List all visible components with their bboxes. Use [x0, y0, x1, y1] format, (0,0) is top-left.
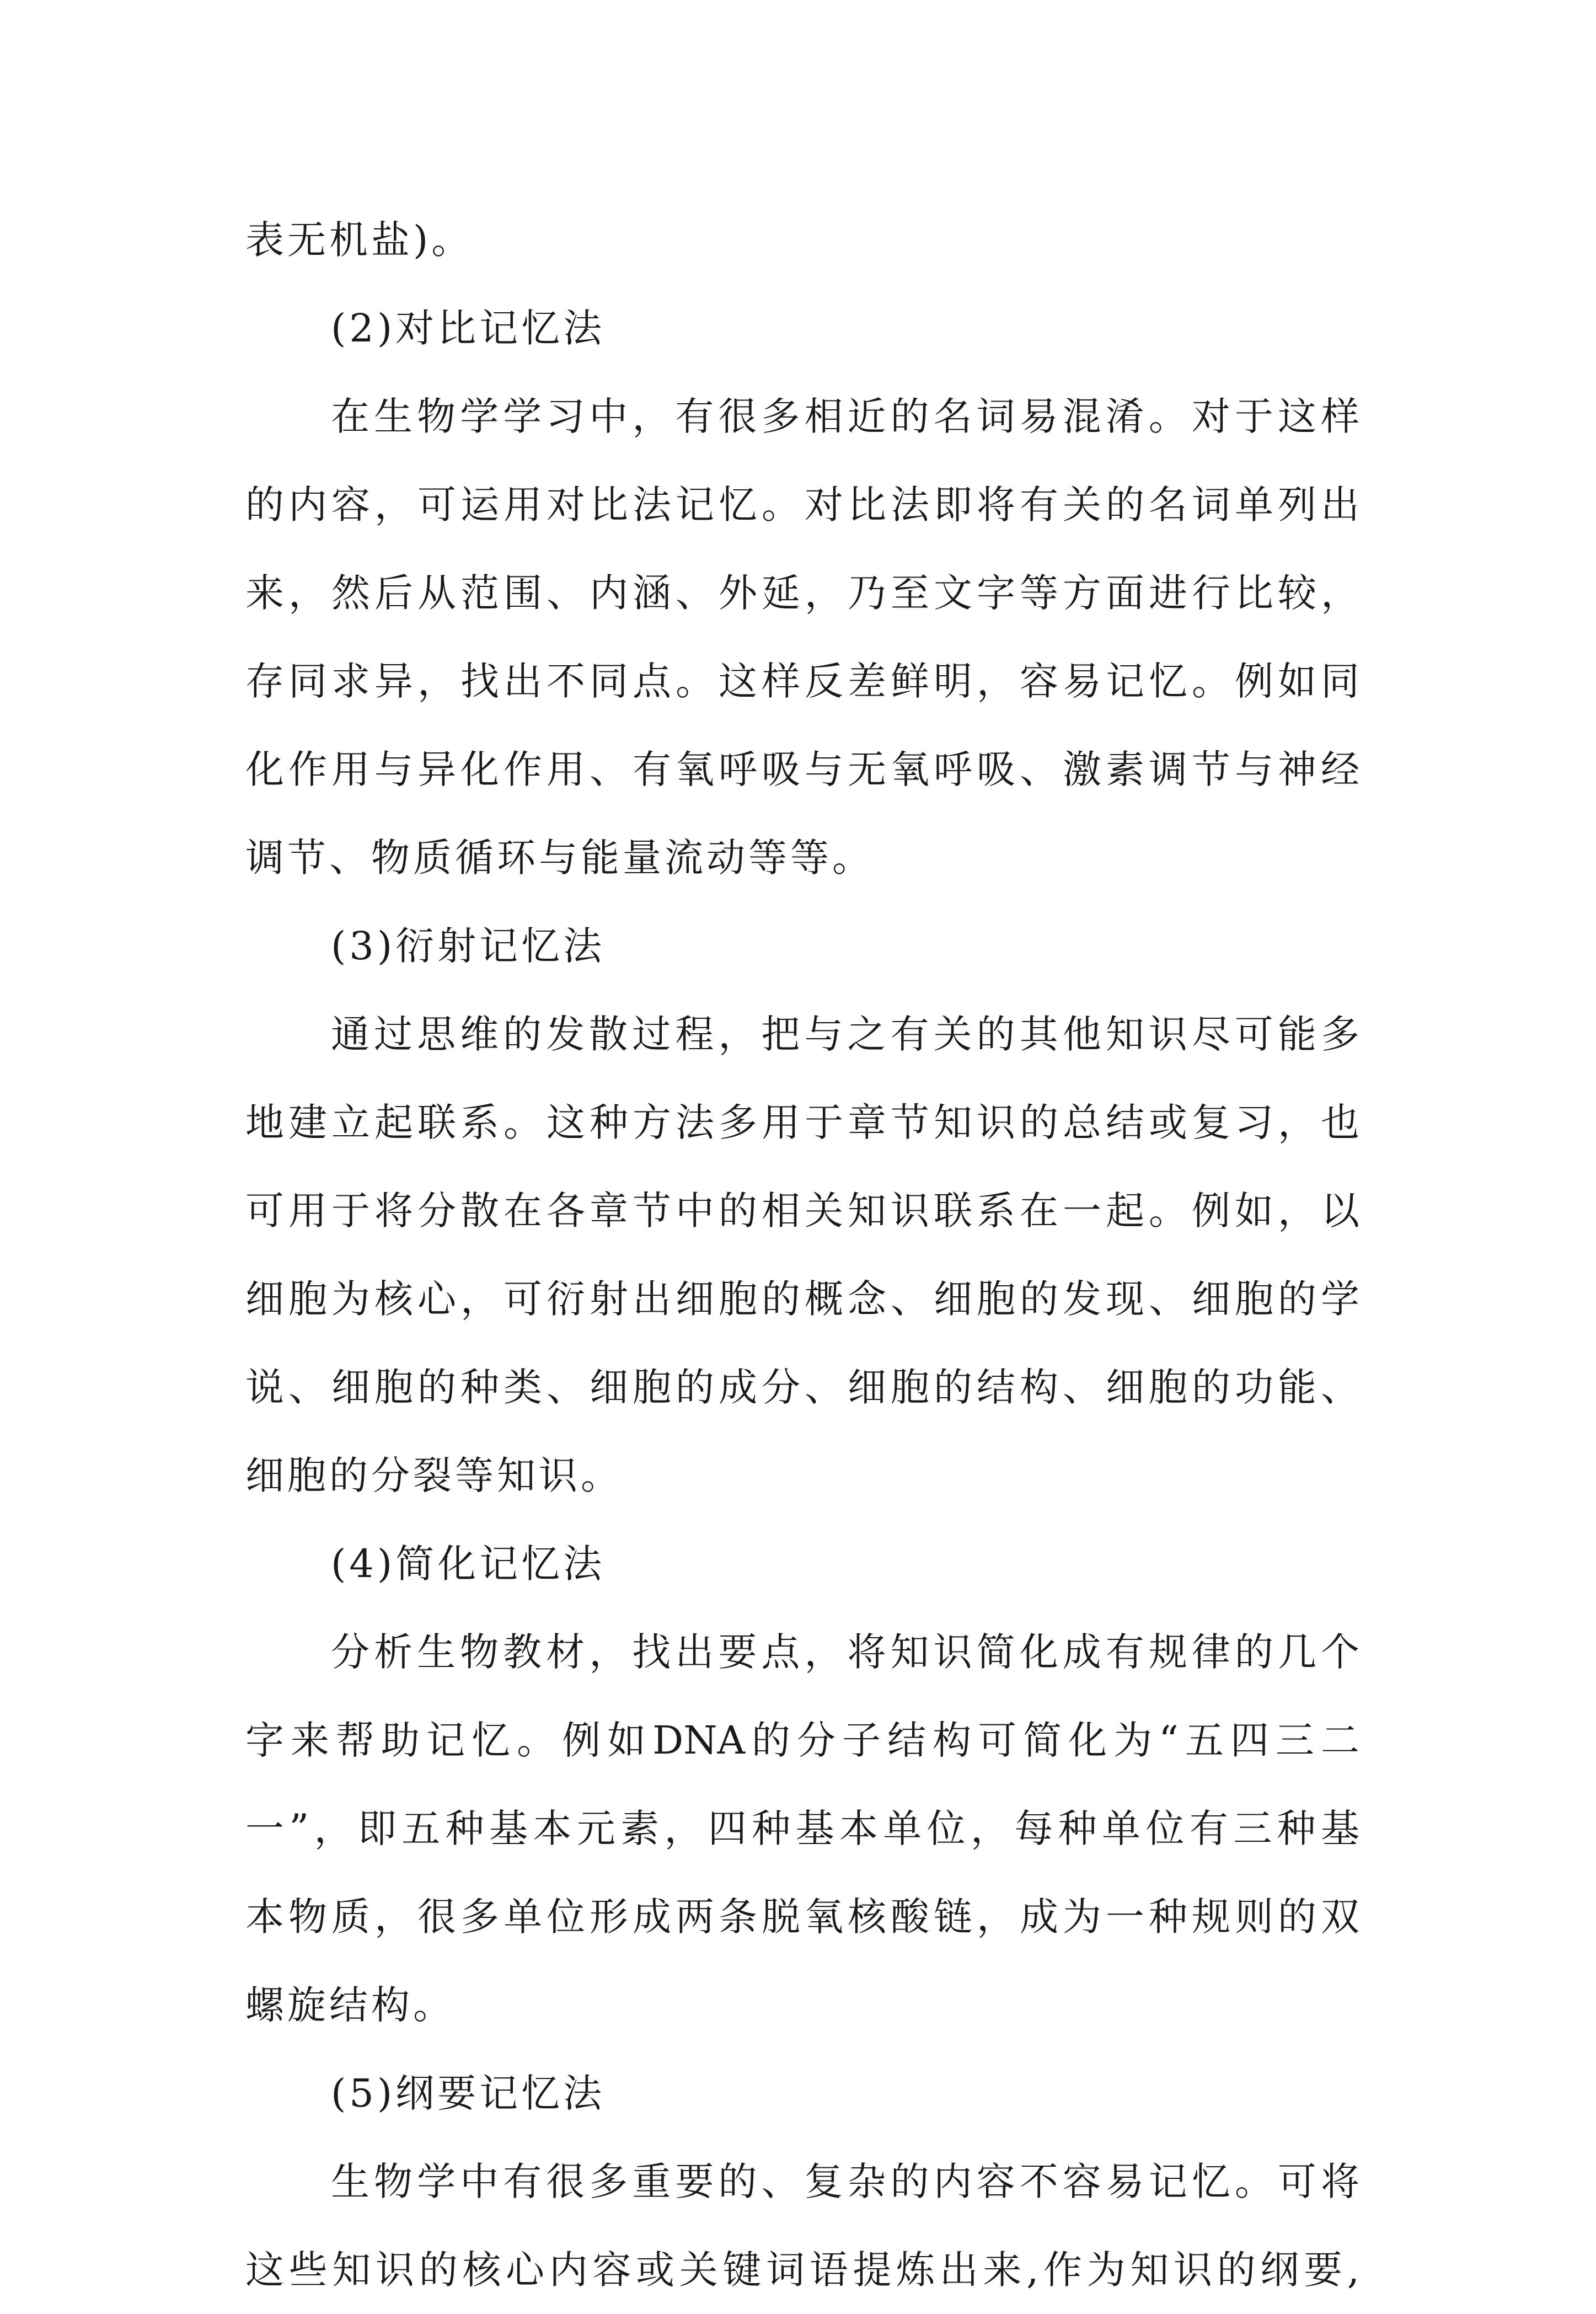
paragraph-line: 细胞的分裂等知识。 — [245, 1453, 623, 1498]
document-body — [245, 196, 1359, 2314]
paragraph-line: 可用于将分散在各章节中的相关知识联系在一起。例如，以 — [245, 1188, 1359, 1233]
paragraph-line: 生物学中有很多重要的、复杂的内容不容易记忆。可将 — [331, 2159, 1359, 2204]
paragraph-line: 这些知识的核心内容或关键词语提炼出来,作为知识的纲要, — [245, 2247, 1359, 2292]
paragraph-line: 说、细胞的种类、细胞的成分、细胞的结构、细胞的功能、 — [245, 1365, 1359, 1410]
paragraph-line: 的内容，可运用对比法记忆。对比法即将有关的名词单列出 — [245, 482, 1359, 527]
section-heading-contrast: (2)对比记忆法 — [331, 306, 606, 351]
paragraph-line: 来，然后从范围、内涵、外延，乃至文字等方面进行比较， — [245, 570, 1359, 616]
paragraph-line: 存同求异，找出不同点。这样反差鲜明，容易记忆。例如同 — [245, 659, 1359, 704]
paragraph-line: 细胞为核心，可衍射出细胞的概念、细胞的发现、细胞的学 — [245, 1276, 1359, 1322]
paragraph-line: 在生物学学习中，有很多相近的名词易混淆。对于这样 — [331, 394, 1359, 439]
paragraph-line: 地建立起联系。这种方法多用于章节知识的总结或复习，也 — [245, 1100, 1359, 1145]
paragraph-line: 本物质，很多单位形成两条脱氧核酸链，成为一种规则的双 — [245, 1894, 1359, 1939]
paragraph-line: 表无机盐)。 — [245, 217, 474, 263]
paragraph-line: 通过思维的发散过程，把与之有关的其他知识尽可能多 — [331, 1012, 1359, 1057]
paragraph-line: 调节、物质循环与能量流动等等。 — [245, 835, 874, 880]
paragraph-line: 螺旋结构。 — [245, 1982, 455, 2028]
section-heading-outline: (5)纲要记忆法 — [331, 2071, 606, 2116]
section-heading-simplify: (4)简化记忆法 — [331, 1541, 606, 1586]
paragraph-line: 一”，即五种基本元素，四种基本单位，每种单位有三种基 — [245, 1806, 1359, 1851]
paragraph-line: 化作用与异化作用、有氧呼吸与无氧呼吸、激素调节与神经 — [245, 747, 1359, 792]
section-heading-diffraction: (3)衍射记忆法 — [331, 923, 606, 969]
paragraph-line: 分析生物教材，找出要点，将知识简化成有规律的几个 — [331, 1629, 1359, 1675]
paragraph-line: 字来帮助记忆。例如DNA的分子结构可简化为“五四三二 — [245, 1718, 1359, 1763]
